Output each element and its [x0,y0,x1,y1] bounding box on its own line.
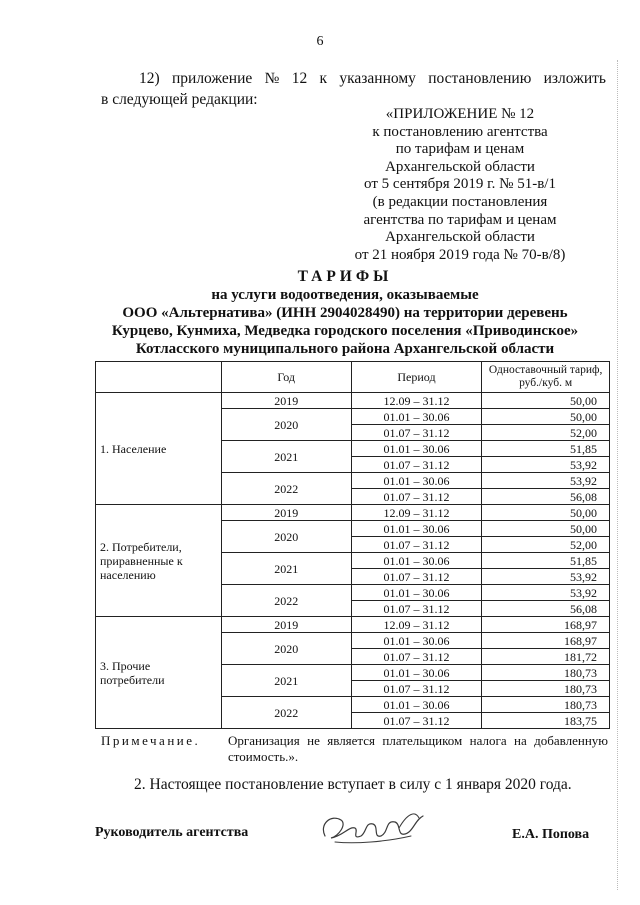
period-cell: 01.07 – 31.12 [351,681,481,697]
appendix-line: «ПРИЛОЖЕНИЕ № 12 [385,106,535,122]
period-cell: 01.07 – 31.12 [351,457,481,473]
year-cell: 2022 [221,697,351,729]
tariff-value-cell: 181,72 [482,649,610,665]
signature-stroke [323,816,423,838]
period-cell: 12.09 – 31.12 [351,393,481,409]
period-cell: 01.07 – 31.12 [351,425,481,441]
year-cell: 2020 [221,409,351,441]
tariff-value-cell: 50,00 [482,505,610,521]
tariff-value-cell: 168,97 [482,633,610,649]
handwritten-signature [315,806,435,850]
tariff-value-cell: 50,00 [482,409,610,425]
tariff-value-cell: 53,92 [482,569,610,585]
tariff-subtitle-line: ООО «Альтернатива» (ИНН 2904028490) на территории деревень [122,305,568,321]
table-body [96,393,610,729]
table-row [96,393,610,409]
year-cell: 2022 [221,473,351,505]
page-number: 6 [316,34,324,49]
year-cell: 2019 [221,617,351,633]
appendix-header [330,106,590,264]
period-cell: 01.01 – 30.06 [351,633,481,649]
tariff-value-cell: 56,08 [482,489,610,505]
period-cell: 01.07 – 31.12 [351,649,481,665]
category-cell: 2. Потребители, приравненные к населению [96,505,222,617]
intro-word: приложение [171,70,253,87]
year-cell: 2021 [221,665,351,697]
appendix-line: по тарифам и ценам [395,141,525,158]
year-cell: 2020 [221,633,351,665]
intro-word: изложить [543,70,606,87]
period-cell: 01.01 – 30.06 [351,409,481,425]
table-row [96,505,610,521]
header-category [96,362,222,393]
period-cell: 01.07 – 31.12 [351,601,481,617]
year-cell: 2019 [221,505,351,521]
category-cell: 1. Население [96,393,222,505]
category-cell: 3. Прочие потребители [96,617,222,729]
period-cell: 01.01 – 30.06 [351,521,481,537]
intro-word: № [264,70,280,87]
period-cell: 01.01 – 30.06 [351,553,481,569]
tariff-value-cell: 53,92 [482,473,610,489]
intro-word: к [319,70,328,87]
period-cell: 01.07 – 31.12 [351,537,481,553]
table-header-row [96,362,610,393]
tariff-value-cell: 50,00 [482,393,610,409]
period-cell: 01.01 – 30.06 [351,441,481,457]
tariff-value-cell: 180,73 [482,697,610,713]
tariff-value-cell: 183,75 [482,713,610,729]
signature-stroke [335,814,419,843]
appendix-line: (в редакции постановления [372,193,548,210]
intro-paragraph [101,68,606,110]
tariff-value-cell: 180,73 [482,665,610,681]
tariff-title: ТАРИФЫ [297,268,393,285]
appendix-line: Архангельской области [385,229,535,246]
signatory-name: Е.А. Попова [512,827,590,842]
note-text-continued: стоимость.». [228,749,299,764]
period-cell: 01.07 – 31.12 [351,489,481,505]
intro-word: постановлению [428,70,532,87]
year-cell: 2021 [221,553,351,585]
tariff-table [95,361,610,729]
header-tariff: Одноставочный тариф, руб./куб. м [482,362,610,393]
appendix-line: к постановлению агентства [372,123,548,140]
appendix-line: от 5 сентября 2019 г. № 51-в/1 [364,176,556,193]
appendix-line: агентства по тарифам и ценам [363,211,557,228]
year-cell: 2022 [221,585,351,617]
signatory-title: Руководитель агентства [95,825,249,840]
tariff-value-cell: 53,92 [482,457,610,473]
year-cell: 2021 [221,441,351,473]
intro-word: указанному [339,70,416,87]
tariff-subtitle-line: Котласского муниципального района Архангельской области [135,341,555,357]
effective-date-clause: 2. Настоящее постановление вступает в силу с 1 января 2020 года. [134,776,572,793]
tariff-value-cell: 50,00 [482,521,610,537]
period-cell: 01.01 – 30.06 [351,473,481,489]
intro-line-2: в следующей редакции: [101,91,258,108]
scan-edge-line [616,60,618,890]
intro-word: 12) [139,70,160,87]
header-year: Год [221,362,351,393]
tariff-value-cell: 52,00 [482,537,610,553]
tariff-subtitle-line: на услуги водоотведения, оказываемые [211,287,479,303]
tariff-value-cell: 180,73 [482,681,610,697]
period-cell: 01.01 – 30.06 [351,697,481,713]
tariff-title-block [80,268,610,358]
period-cell: 12.09 – 31.12 [351,617,481,633]
note-text: Организация не является плательщиком налога на добавленную [228,733,608,748]
note-label: Примечание. [101,733,201,748]
tariff-value-cell: 51,85 [482,553,610,569]
appendix-line: от 21 ноября 2019 года № 70-в/8) [354,246,566,263]
period-cell: 01.07 – 31.12 [351,713,481,729]
intro-word: 12 [291,70,308,87]
intro-line-1 [101,68,606,89]
period-cell: 01.07 – 31.12 [351,569,481,585]
tariff-subtitle-line: Курцево, Кунмиха, Медведка городского поселения «Приводинское» [111,323,579,339]
tariff-value-cell: 168,97 [482,617,610,633]
tariff-value-cell: 51,85 [482,441,610,457]
period-cell: 12.09 – 31.12 [351,505,481,521]
appendix-line: Архангельской области [385,158,535,175]
table-row [96,617,610,633]
tariff-value-cell: 56,08 [482,601,610,617]
year-cell: 2020 [221,521,351,553]
tariff-value-cell: 53,92 [482,585,610,601]
period-cell: 01.01 – 30.06 [351,665,481,681]
header-period: Период [351,362,481,393]
year-cell: 2019 [221,393,351,409]
tariff-value-cell: 52,00 [482,425,610,441]
period-cell: 01.01 – 30.06 [351,585,481,601]
